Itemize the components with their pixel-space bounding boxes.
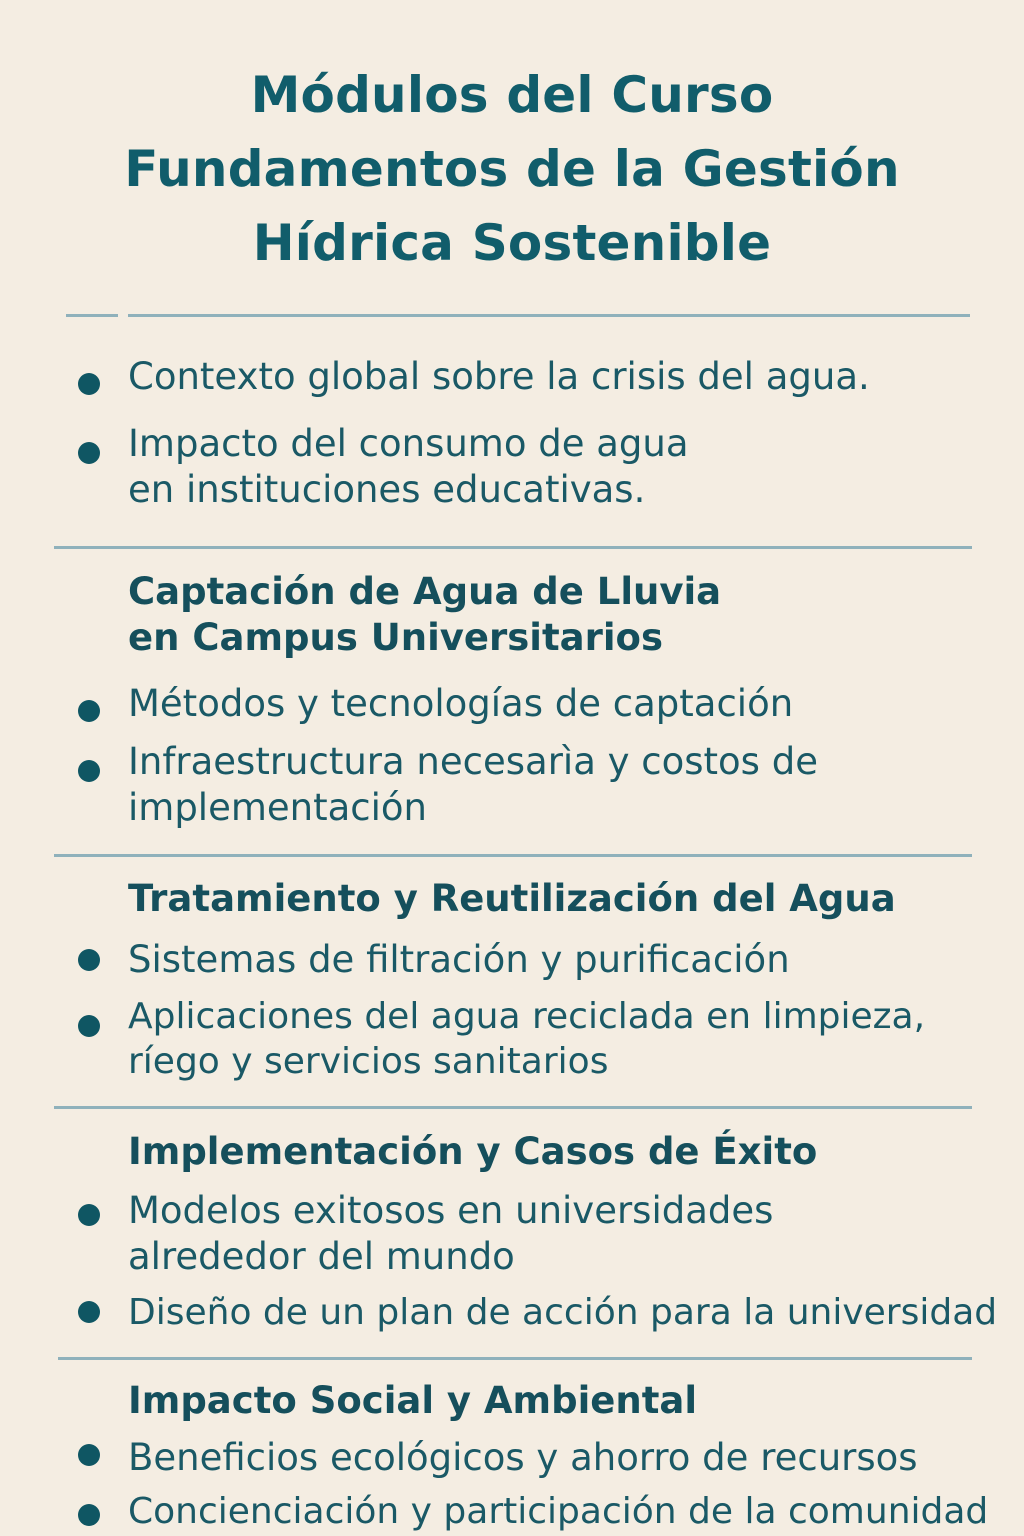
section-title-rainwater (128, 569, 721, 661)
bullet-dot (78, 949, 100, 971)
section-title-line: Captación de Agua de Lluvia (128, 570, 722, 613)
list-item-text (128, 1435, 918, 1481)
list-item-text (128, 421, 689, 513)
page-title (0, 58, 1024, 280)
list-item-text (128, 1188, 773, 1280)
section-title-line: en Campus Universitarios (128, 616, 663, 659)
list-item-line: en instituciones educativas. (128, 468, 646, 511)
section-divider (58, 1357, 972, 1360)
list-item-text (128, 354, 870, 400)
bullet-dot (78, 1204, 100, 1226)
list-item-line: Diseño de un plan de acción para la universidad (128, 1292, 998, 1333)
bullet-dot (78, 1504, 100, 1526)
section-divider (54, 546, 972, 549)
section-title-social-impact (128, 1378, 697, 1424)
section-divider (54, 854, 972, 857)
bullet-dot (78, 442, 100, 464)
bullet-dot (78, 373, 100, 395)
list-item-line: Contexto global sobre la crisis del agua. (128, 355, 870, 398)
page-title-line-1: Módulos del Curso (250, 66, 774, 124)
title-divider-short (66, 314, 118, 317)
list-item-text (128, 1489, 988, 1534)
bullet-dot (78, 1015, 100, 1037)
bullet-dot (78, 1444, 100, 1466)
list-item-text (128, 937, 790, 983)
list-item-text (128, 739, 818, 831)
page-title-line-2: Fundamentos de la Gestión (124, 140, 900, 198)
list-item-line: Beneficios ecológicos y ahorro de recursos (128, 1436, 918, 1479)
section-title-success-cases (128, 1129, 817, 1175)
list-item-line: Sistemas de filtración y purificación (128, 938, 790, 981)
list-item-line: implementación (128, 786, 427, 829)
bullet-dot (78, 1301, 100, 1323)
list-item-line: ríego y servicios sanitarios (128, 1041, 609, 1082)
list-item-line: Infraestructura necesarìa y costos de (128, 740, 818, 783)
section-title-line: Impacto Social y Ambiental (128, 1379, 698, 1422)
section-divider (54, 1106, 972, 1109)
list-item-line: alrededor del mundo (128, 1235, 515, 1278)
list-item-text (128, 681, 793, 727)
page-title-line-3: Hídrica Sostenible (252, 214, 772, 272)
title-divider-long (128, 314, 970, 317)
list-item-line: Impacto del consumo de agua (128, 422, 689, 465)
section-title-treatment (128, 876, 896, 922)
bullet-dot (78, 760, 100, 782)
list-item-line: Modelos exitosos en universidades (128, 1189, 774, 1232)
list-item-line: Métodos y tecnologías de captación (128, 682, 794, 725)
bullet-dot (78, 700, 100, 722)
list-item-line: Aplicaciones del agua reciclada en limpieza, (128, 996, 926, 1037)
section-title-line: Tratamiento y Reutilización del Agua (128, 877, 896, 920)
list-item-line: Concienciación y participación de la comunidad (128, 1491, 989, 1532)
list-item-text (128, 1290, 997, 1335)
section-title-line: Implementación y Casos de Éxito (128, 1130, 818, 1173)
list-item-text (128, 994, 925, 1084)
